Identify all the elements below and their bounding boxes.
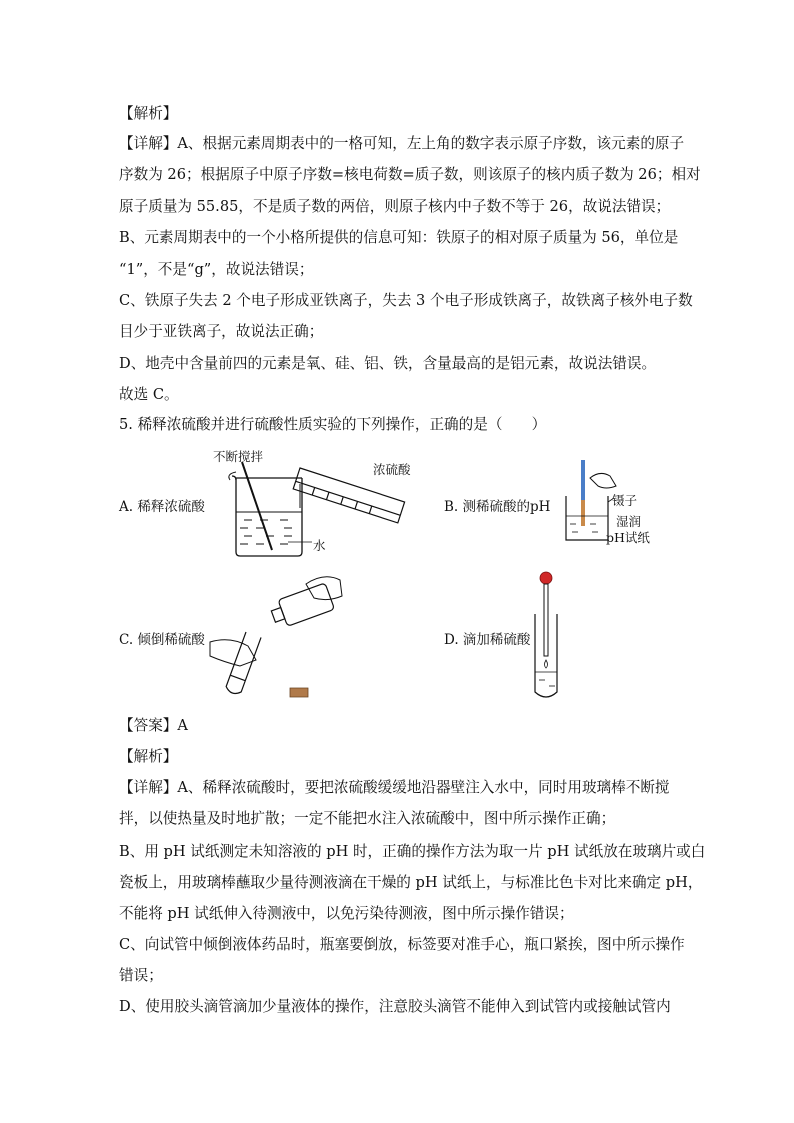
left-hand	[210, 640, 256, 666]
conclusion-line: 故选 C。	[119, 386, 179, 403]
option-c-label: C. 倾倒稀硫酸	[119, 632, 205, 648]
pouring-diagram	[210, 570, 350, 705]
analysis-heading-1: 【解析】	[119, 105, 178, 122]
analysis-heading-2: 【解析】	[119, 748, 178, 765]
tweezers-label: 镊子	[612, 493, 638, 508]
explain-line: 拌，以使热量及时地扩散；一定不能把水注入浓硫酸中，图中所示操作正确；	[119, 810, 616, 827]
explain-line: 瓷板上，用玻璃棒蘸取少量待测液滴在干燥的 pH 试纸上，与标准比色卡对比来确定 pH，	[119, 874, 703, 891]
explain-line: 错误；	[119, 967, 163, 984]
analysis-line: C、铁原子失去 2 个电子形成亚铁离子，失去 3 个电子形成铁离子，故铁离子核外电子数	[119, 292, 693, 309]
question-stem: 5. 稀释浓硫酸并进行硫酸性质实验的下列操作，正确的是（ ）	[119, 416, 547, 433]
tweezers-hand	[590, 473, 616, 488]
glass-rod	[242, 462, 272, 550]
analysis-line: 【详解】A、根据元素周期表中的一格可知，左上角的数字表示原子序数，该元素的原子	[119, 135, 685, 152]
option-d-label: D. 滴加稀硫酸	[444, 632, 531, 648]
dropper-bulb	[540, 572, 552, 584]
test-tube	[225, 632, 261, 696]
reagent-bottle	[269, 583, 335, 630]
dropper-tube	[544, 584, 548, 656]
acid-label: 浓硫酸	[373, 462, 411, 477]
water-label: 水	[313, 538, 326, 553]
wet-label: 湿润	[616, 514, 642, 529]
analysis-line: “1”，不是“g”，故说法错误；	[119, 261, 314, 278]
analysis-line: B、元素周期表中的一个小格所提供的信息可知：铁原子的相对原子质量为 56，单位是	[119, 229, 679, 246]
analysis-line: D、地壳中含量前四的元素是氧、硅、铝、铁，含量最高的是铝元素，故说法错误。	[119, 355, 657, 372]
option-b-label: B. 测稀硫酸的pH	[444, 499, 551, 515]
small-beaker	[566, 496, 608, 540]
pen-tube	[581, 460, 585, 500]
ph-test-diagram	[562, 456, 622, 546]
answer-line: 【答案】A	[119, 717, 188, 734]
stir-label: 不断搅拌	[213, 449, 264, 464]
explain-line: B、用 pH 试纸测定未知溶液的 pH 时，正确的操作方法为取一片 pH 试纸放在玻璃片或白	[119, 843, 706, 860]
analysis-line: 目少于亚铁离子，故说法正确；	[119, 323, 324, 340]
dilution-diagram	[220, 450, 420, 560]
explain-line: 【详解】A、稀释浓硫酸时，要把浓硫酸缓缓地沿器壁注入水中，同时用玻璃棒不断搅	[119, 779, 670, 796]
bottle-stopper	[290, 688, 308, 697]
explain-line: C、向试管中倾倒液体药品时，瓶塞要倒放，标签要对准手心，瓶口紧挨，图中所示操作	[119, 936, 685, 953]
ph-paper-strip	[581, 500, 585, 526]
analysis-line: 原子质量为 55.85，不是质子数的两倍，则原子核内中子数不等于 26，故说法错误；	[119, 198, 671, 215]
measuring-cylinder	[293, 468, 404, 523]
explain-line: 不能将 pH 试纸伸入待测液中，以免污染待测液，图中所示操作错误；	[119, 905, 574, 922]
ph-paper-label: pH试纸	[606, 530, 650, 545]
dropper-diagram	[525, 568, 565, 703]
analysis-line: 序数为 26；根据原子中原子序数=核电荷数=质子数，则该原子的核内质子数为 26；相对	[119, 166, 701, 183]
explain-line: D、使用胶头滴管滴加少量液体的操作，注意胶头滴管不能伸入到试管内或接触试管内	[119, 998, 671, 1015]
option-a-label: A. 稀释浓硫酸	[119, 499, 205, 515]
drop	[545, 660, 548, 668]
